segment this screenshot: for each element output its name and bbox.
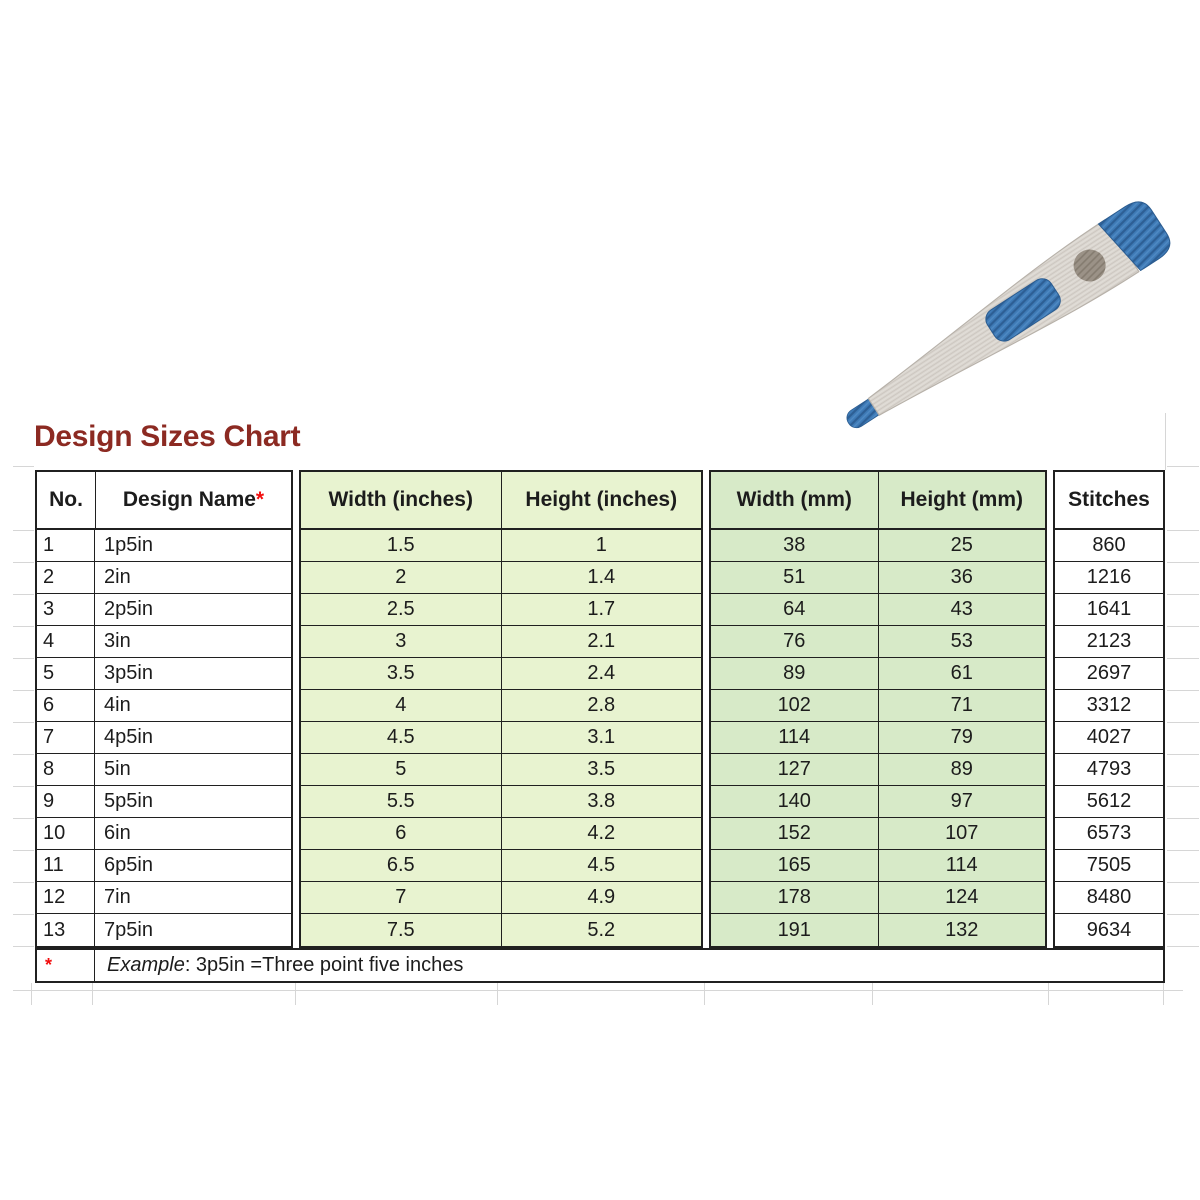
cell-design-name: 4p5in: [95, 722, 291, 754]
table-row: [301, 658, 701, 690]
rows-inches: [301, 530, 701, 946]
cell-width-mm: 51: [711, 562, 879, 594]
thermometer-embroidery-image: [822, 183, 1192, 453]
gridline: [295, 983, 296, 1005]
footnote-asterisk: *: [45, 955, 53, 975]
cell-width-mm: 64: [711, 594, 879, 626]
cell-width-inches: 2.5: [301, 594, 502, 626]
cell-width-mm: 178: [711, 882, 879, 914]
table-row: [37, 754, 291, 786]
gridline: [13, 990, 1183, 991]
cell-width-inches: 4.5: [301, 722, 502, 754]
column-header-width-mm-label: Width (mm): [736, 488, 852, 511]
gridline: [13, 466, 34, 467]
cell-stitches: 1216: [1055, 562, 1163, 594]
gridline: [13, 882, 34, 883]
table-row: [1055, 754, 1163, 786]
cell-height-mm: 89: [879, 754, 1046, 786]
cell-no: 6: [37, 690, 95, 722]
table-row: [1055, 914, 1163, 946]
cell-width-mm: 102: [711, 690, 879, 722]
cell-stitches: 4027: [1055, 722, 1163, 754]
cell-design-name: 2p5in: [95, 594, 291, 626]
cell-width-mm: 89: [711, 658, 879, 690]
cell-height-mm: 114: [879, 850, 1046, 882]
column-header-stitches-label: Stitches: [1068, 488, 1150, 511]
table-footnote-row: [35, 948, 1165, 983]
cell-stitches: 2123: [1055, 626, 1163, 658]
cell-design-name: 6p5in: [95, 850, 291, 882]
cell-design-name: 7in: [95, 882, 291, 914]
cell-no: 10: [37, 818, 95, 850]
column-header-stitches: [1055, 472, 1163, 528]
cell-width-mm: 76: [711, 626, 879, 658]
cell-height-inches: 4.5: [502, 850, 702, 882]
cell-no: 1: [37, 530, 95, 562]
cell-design-name: 5in: [95, 754, 291, 786]
cell-height-inches: 1.7: [502, 594, 702, 626]
cell-height-inches: 4.2: [502, 818, 702, 850]
table-row: [37, 914, 291, 946]
cell-width-mm: 127: [711, 754, 879, 786]
rows-names: [37, 530, 291, 946]
cell-no: 4: [37, 626, 95, 658]
table-row: [37, 850, 291, 882]
cell-height-inches: 3.1: [502, 722, 702, 754]
table-row: [711, 658, 1045, 690]
gridline: [1167, 754, 1199, 755]
footnote-marker-cell: [37, 950, 95, 981]
table-row: [711, 818, 1045, 850]
gridline: [13, 658, 34, 659]
gridline: [13, 594, 34, 595]
cell-width-inches: 3.5: [301, 658, 502, 690]
table-header-row: [301, 472, 701, 530]
table-row: [1055, 626, 1163, 658]
table-row: [37, 594, 291, 626]
cell-no: 7: [37, 722, 95, 754]
gridline: [497, 983, 498, 1005]
table-header-row: [1055, 472, 1163, 530]
gridline: [1167, 690, 1199, 691]
table-row: [1055, 722, 1163, 754]
column-header-height-inches-label: Height (inches): [525, 488, 678, 511]
cell-height-inches: 2.4: [502, 658, 702, 690]
gridline: [13, 914, 34, 915]
table-row: [37, 882, 291, 914]
cell-height-mm: 79: [879, 722, 1046, 754]
table-row: [711, 594, 1045, 626]
gridline: [1167, 946, 1199, 947]
cell-stitches: 7505: [1055, 850, 1163, 882]
column-header-width-inches: [301, 472, 502, 528]
gridline: [13, 626, 34, 627]
cell-stitches: 860: [1055, 530, 1163, 562]
cell-height-inches: 1.4: [502, 562, 702, 594]
cell-height-inches: 1: [502, 530, 702, 562]
table-row: [711, 754, 1045, 786]
table-row: [1055, 562, 1163, 594]
column-header-design-name: [96, 472, 291, 528]
page-title: Design Sizes Chart: [34, 420, 301, 453]
table-row: [1055, 786, 1163, 818]
cell-width-mm: 191: [711, 914, 879, 946]
cell-width-inches: 7.5: [301, 914, 502, 946]
cell-height-mm: 53: [879, 626, 1046, 658]
gridline: [92, 983, 93, 1005]
gridline: [1167, 626, 1199, 627]
gridline: [13, 818, 34, 819]
cell-height-mm: 43: [879, 594, 1046, 626]
cell-width-mm: 152: [711, 818, 879, 850]
table-row: [301, 850, 701, 882]
table-row: [1055, 818, 1163, 850]
cell-width-inches: 3: [301, 626, 502, 658]
table-row: [711, 882, 1045, 914]
table-row: [711, 530, 1045, 562]
gridline: [13, 562, 34, 563]
gridline: [1167, 722, 1199, 723]
cell-height-mm: 61: [879, 658, 1046, 690]
table-row: [1055, 850, 1163, 882]
gridline: [1167, 530, 1199, 531]
gridline: [13, 530, 34, 531]
table-row: [301, 882, 701, 914]
gridline: [1167, 850, 1199, 851]
column-header-height-inches: [502, 472, 702, 528]
cell-height-mm: 25: [879, 530, 1046, 562]
cell-height-inches: 2.8: [502, 690, 702, 722]
table-row: [37, 690, 291, 722]
cell-stitches: 8480: [1055, 882, 1163, 914]
cell-height-mm: 97: [879, 786, 1046, 818]
table-row: [37, 722, 291, 754]
footnote-example-text: : 3p5in =Three point five inches: [184, 954, 464, 976]
required-asterisk: *: [255, 488, 265, 511]
cell-height-inches: 3.8: [502, 786, 702, 818]
cell-height-mm: 124: [879, 882, 1046, 914]
cell-height-mm: 71: [879, 690, 1046, 722]
table-row: [37, 786, 291, 818]
table-row: [301, 530, 701, 562]
cell-height-inches: 3.5: [502, 754, 702, 786]
cell-design-name: 7p5in: [104, 918, 153, 941]
table-row: [37, 818, 291, 850]
table-row: [1055, 658, 1163, 690]
table-row: [37, 658, 291, 690]
cell-stitches: 9634: [1086, 918, 1132, 941]
table-header-row: [711, 472, 1045, 530]
table-row: [301, 722, 701, 754]
gridline: [1167, 882, 1199, 883]
table-row: [711, 850, 1045, 882]
cell-height-mm: 107: [879, 818, 1046, 850]
cell-width-inches: 2: [301, 562, 502, 594]
gridline: [13, 722, 34, 723]
cell-stitches: 6573: [1055, 818, 1163, 850]
gridline: [13, 690, 34, 691]
cell-design-name: 1p5in: [95, 530, 291, 562]
cell-design-name: 5p5in: [95, 786, 291, 818]
cell-no: 9: [37, 786, 95, 818]
cell-stitches: 3312: [1055, 690, 1163, 722]
table-row: [711, 690, 1045, 722]
table-section-stitches: [1053, 470, 1165, 948]
cell-width-inches: 6.5: [301, 850, 502, 882]
table-row: [301, 786, 701, 818]
table-row: [1055, 690, 1163, 722]
cell-stitches: 4793: [1055, 754, 1163, 786]
table-row: [711, 626, 1045, 658]
cell-no: 12: [37, 882, 95, 914]
column-header-no: [37, 472, 96, 528]
table-row: [301, 626, 701, 658]
cell-width-inches: 7: [301, 882, 502, 914]
table-row: [301, 594, 701, 626]
table-header-row: [37, 472, 291, 530]
gridline: [1167, 562, 1199, 563]
cell-stitches: 2697: [1055, 658, 1163, 690]
cell-design-name: 6in: [95, 818, 291, 850]
rows-mm: [711, 530, 1045, 946]
cell-height-mm: 132: [945, 918, 979, 941]
cell-no: 3: [37, 594, 95, 626]
table-row: [1055, 530, 1163, 562]
table-section-mm: [709, 470, 1047, 948]
table-row: [37, 562, 291, 594]
cell-height-inches: 4.9: [502, 882, 702, 914]
gridline: [1167, 658, 1199, 659]
table-row: [301, 914, 701, 946]
table-row: [37, 626, 291, 658]
cell-design-name: 4in: [95, 690, 291, 722]
cell-width-inches: 5: [301, 754, 502, 786]
cell-no: 11: [37, 850, 95, 882]
cell-design-name: 3p5in: [95, 658, 291, 690]
cell-no: 2: [37, 562, 95, 594]
rows-stitches: [1055, 530, 1163, 946]
footnote-text-cell: [95, 950, 1163, 981]
table-section-names: [35, 470, 293, 948]
column-header-height-mm: [879, 472, 1046, 528]
gridline: [704, 983, 705, 1005]
gridline: [1167, 818, 1199, 819]
column-header-height-mm-label: Height (mm): [900, 488, 1023, 511]
cell-width-inches: 5.5: [301, 786, 502, 818]
cell-width-mm: 114: [711, 722, 879, 754]
table-row: [711, 722, 1045, 754]
table-row: [711, 562, 1045, 594]
table-section-inches: [299, 470, 703, 948]
cell-width-inches: 6: [301, 818, 502, 850]
column-header-width-mm: [711, 472, 879, 528]
gridline: [31, 983, 32, 1005]
cell-design-name: 2in: [95, 562, 291, 594]
gridline: [1167, 594, 1199, 595]
gridline: [13, 786, 34, 787]
cell-no: 8: [37, 754, 95, 786]
table-row: [711, 786, 1045, 818]
column-header-design-name-label: Design Name: [122, 488, 256, 511]
gridline: [13, 754, 34, 755]
table-row: [1055, 882, 1163, 914]
cell-no: 5: [37, 658, 95, 690]
gridline: [1163, 983, 1164, 1005]
gridline: [13, 850, 34, 851]
column-header-no-label: No.: [49, 488, 83, 511]
table-row: [301, 818, 701, 850]
cell-no: 13: [37, 914, 95, 946]
table-row: [301, 562, 701, 594]
table-row: [37, 530, 291, 562]
cell-stitches: 5612: [1055, 786, 1163, 818]
cell-height-inches: 5.2: [587, 918, 616, 941]
gridline: [13, 946, 34, 947]
column-header-width-inches-label: Width (inches): [328, 488, 473, 511]
footnote-example-label: Example: [107, 954, 185, 976]
table-row: [711, 914, 1045, 946]
cell-width-mm: 38: [711, 530, 879, 562]
gridline: [1048, 983, 1049, 1005]
gridline: [1167, 914, 1199, 915]
cell-width-inches: 1.5: [301, 530, 502, 562]
gridline: [1167, 786, 1199, 787]
cell-stitches: 1641: [1055, 594, 1163, 626]
cell-width-mm: 140: [711, 786, 879, 818]
cell-height-mm: 36: [879, 562, 1046, 594]
table-row: [301, 690, 701, 722]
cell-width-inches: 4: [301, 690, 502, 722]
cell-height-inches: 2.1: [502, 626, 702, 658]
cell-design-name: 3in: [95, 626, 291, 658]
table-row: [1055, 594, 1163, 626]
cell-width-mm: 165: [711, 850, 879, 882]
table-row: [301, 754, 701, 786]
gridline: [1167, 466, 1199, 467]
gridline: [872, 983, 873, 1005]
